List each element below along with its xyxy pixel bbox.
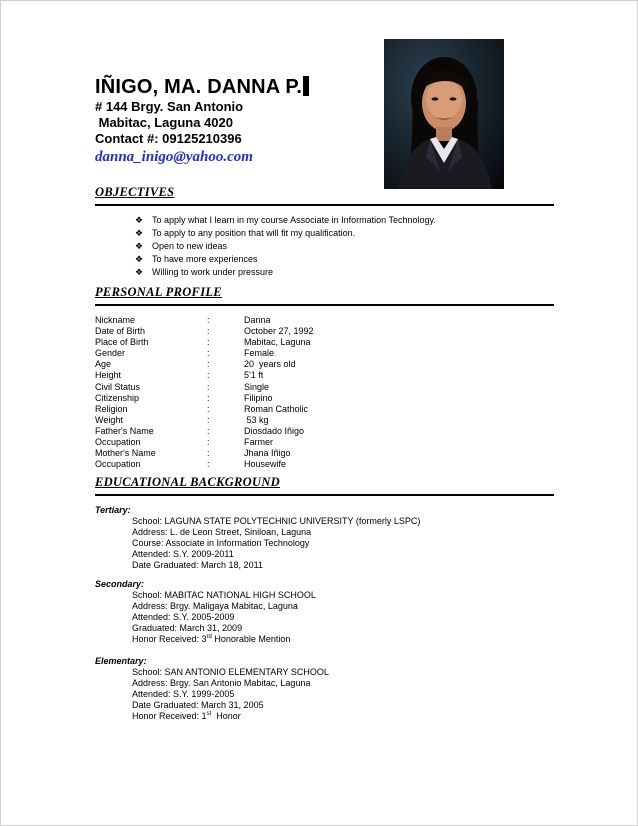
diamond-bullet-icon: ❖ — [135, 254, 144, 264]
profile-row: Nickname : Danna — [95, 315, 271, 325]
address-line-2: Mabitac, Laguna 4020 — [95, 115, 233, 130]
email-link[interactable]: danna_inigo@yahoo.com — [95, 149, 253, 165]
profile-row: Date of Birth : October 27, 1992 — [95, 326, 314, 337]
personal-profile-title: PERSONAL PROFILE — [95, 285, 222, 299]
elementary-graduated: Date Graduated: March 31, 2005 — [132, 699, 264, 710]
objectives-list — [135, 214, 436, 279]
elementary-attended: Attended: S.Y. 1999-2005 — [132, 688, 235, 699]
secondary-attended: Attended: S.Y. 2005-2009 — [132, 611, 235, 622]
profile-row: Father's Name : Diosdado Iñigo — [95, 425, 305, 436]
elementary-honor: Honor Received: 1st Honor — [132, 710, 241, 721]
profile-divider — [95, 304, 554, 306]
tertiary-address: Address: L. de Leon Street, Siniloan, Laguna — [132, 526, 312, 537]
diamond-bullet-icon: ❖ — [135, 267, 144, 277]
list-item: ❖ Open to new ideas — [135, 241, 228, 251]
elementary-label: Elementary: — [95, 656, 147, 666]
secondary-honor: Honor Received: 3rd Honorable Mention — [132, 633, 291, 644]
applicant-photo — [384, 39, 504, 189]
objectives-divider — [95, 204, 554, 206]
tertiary-school: School: LAGUNA STATE POLYTECHNIC UNIVERSITY (formerly LSPC) — [132, 515, 421, 526]
text-cursor — [303, 76, 309, 96]
tertiary-course: Course: Associate in Information Technology — [132, 537, 310, 548]
list-item: ❖ To have more experiences — [135, 254, 258, 264]
diamond-bullet-icon: ❖ — [135, 215, 144, 225]
profile-row: Gender : Female — [95, 348, 275, 359]
secondary-address: Address: Brgy. Maligaya Mabitac, Laguna — [132, 600, 298, 611]
profile-row: Occupation : Farmer — [95, 437, 273, 448]
secondary-label: Secondary: — [95, 579, 145, 589]
tertiary-education — [95, 505, 420, 570]
list-item: ❖ To apply what I learn in my course Associate in Information Technology. — [135, 215, 436, 225]
profile-row: Weight : 53 kg — [95, 414, 269, 425]
elementary-school: School: SAN ANTONIO ELEMENTARY SCHOOL — [132, 666, 329, 677]
profile-row: Mother's Name : Jhana Iñigo — [95, 448, 291, 459]
tertiary-label: Tertiary: — [95, 505, 131, 515]
profile-row: Citizenship : Filipino — [95, 392, 273, 403]
secondary-graduated: Graduated: March 31, 2009 — [132, 622, 243, 633]
contact-number: Contact #: 09125210396 — [95, 131, 242, 146]
tertiary-graduated: Date Graduated: March 18, 2011 — [132, 559, 263, 570]
applicant-name: IÑIGO, MA. DANNA P. — [95, 75, 309, 99]
secondary-school: School: MABITAC NATIONAL HIGH SCHOOL — [132, 589, 316, 600]
tertiary-attended: Attended: S.Y. 2009-2011 — [132, 548, 234, 559]
elementary-education — [95, 656, 329, 721]
list-item: ❖ To apply to any position that will fit my qualification. — [135, 228, 356, 238]
profile-row: Religion : Roman Catholic — [95, 403, 309, 414]
diamond-bullet-icon: ❖ — [135, 241, 144, 251]
profile-row: Age : 20 years old — [95, 359, 296, 370]
address-line-1: # 144 Brgy. San Antonio — [95, 99, 244, 114]
objectives-title: OBJECTIVES — [95, 185, 175, 199]
profile-row: Height : 5'1 ft — [95, 370, 264, 381]
resume-header — [95, 75, 309, 166]
profile-row: Occupation : Housewife — [95, 459, 287, 470]
elementary-address: Address: Brgy. San Antonio Mabitac, Laguna — [132, 677, 311, 688]
list-item: ❖ Willing to work under pressure — [135, 267, 274, 277]
education-divider — [95, 494, 554, 496]
secondary-education — [95, 579, 316, 644]
education-title: EDUCATIONAL BACKGROUND — [95, 475, 280, 489]
diamond-bullet-icon: ❖ — [135, 228, 144, 238]
profile-row: Place of Birth : Mabitac, Laguna — [95, 337, 311, 348]
profile-table — [95, 315, 314, 470]
profile-row: Civil Status : Single — [95, 381, 270, 392]
